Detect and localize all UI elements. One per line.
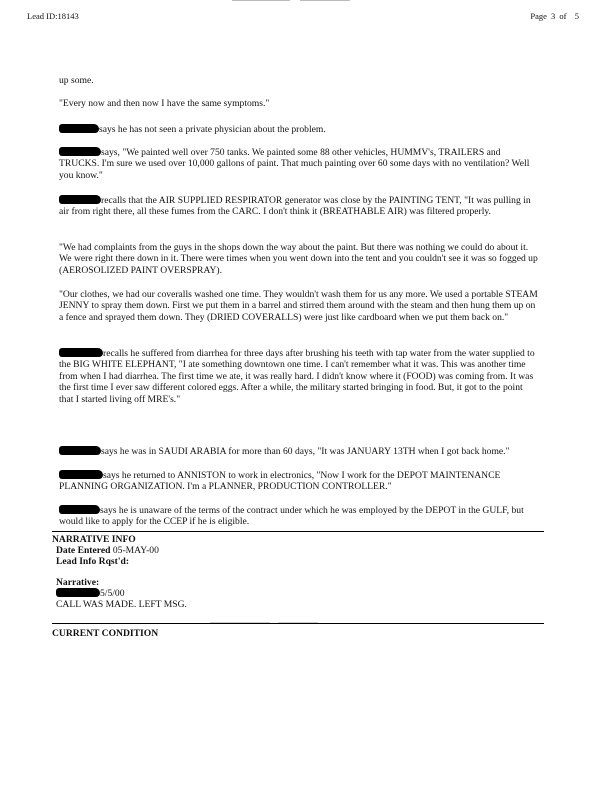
redaction-mark <box>59 124 99 133</box>
redaction-mark <box>59 348 103 357</box>
narrative-entry-header <box>56 588 544 599</box>
date-entered-field <box>56 545 544 556</box>
field-label: Narrative: <box>56 577 100 588</box>
redaction-mark <box>59 470 103 479</box>
paragraph: "Every now and then now I have the same symptoms." <box>59 98 270 109</box>
paragraph-text: says he was in SAUDI ARABIA for more than 60 days, "It was JANUARY 13TH when I got back home." <box>101 446 510 457</box>
redaction-mark <box>59 505 100 514</box>
page-total: 5 <box>574 11 579 21</box>
of-label: of <box>559 11 567 21</box>
paragraph <box>59 446 539 457</box>
page-number: 3 <box>551 11 556 21</box>
lead-info-field <box>56 556 544 567</box>
paragraph-text: says, "We painted well over 750 tanks. We painted some 88 other vehicles, HUMMV's, TRAILERS and TRUCKS. I'm sure we used over 10,000 gallons of paint. That much painting over 60 some days with no ventilation? Well you know." <box>59 147 530 181</box>
lead-id: Lead ID:18143 <box>27 11 79 21</box>
paragraph-text: recalls he suffered from diarrhea for three days after brushing his teeth with tap water from the water supplied to the BIG WHITE ELEPHANT, "I ate something downtown one time. I can't remember what it was. This was another time from when I had diarrhea. The first time we ate, it was really hard. I didn't know where it (FOOD) was coming from. It was the first time I ever saw different colored eggs. After a while, the military started bringing in food. But, it got to the point that I started living off MRE's." <box>59 348 535 405</box>
redaction-mark <box>59 195 101 204</box>
narrative-field <box>56 577 544 588</box>
paragraph: up some. <box>59 75 94 86</box>
paragraph-text: says he has not seen a private physician about the problem. <box>99 124 326 135</box>
scan-artifact-rule <box>300 0 350 1</box>
narrative-entry-text: CALL WAS MADE. LEFT MSG. <box>56 599 187 610</box>
current-condition-section <box>52 623 544 639</box>
paragraph-text: says he is unaware of the terms of the contract under which he was employed by the DEPOT in the GULF, but would like to apply for the CCEP if he is eligible. <box>59 505 524 528</box>
paragraph: "Our clothes, we had our coveralls washed one time. They wouldn't wash them for us any more. We used a portable STEAM JENNY to spray them down. First we put them in a barrel and stirred them around with the steam and then hung them up on a fence and sprayed them down. They (DRIED COVERALLS) were just like cardboard when we put them back on." <box>59 289 538 323</box>
narrative-info-section <box>52 531 544 610</box>
section-title: CURRENT CONDITION <box>52 628 159 639</box>
paragraph-text: says he returned to ANNISTON to work in electronics, "Now I work for the DEPOT MAINTENANCE PLANNING ORGANIZATION. I'm a PLANNER, PRODUCTION CONTROLLER." <box>59 470 501 493</box>
section-title: NARRATIVE INFO <box>52 534 136 545</box>
redaction-mark <box>59 446 101 455</box>
page-label: Page <box>530 11 547 21</box>
page-indicator <box>530 11 579 21</box>
field-value: 05-MAY-00 <box>112 545 159 556</box>
paragraph: "We had complaints from the guys in the shops down the way about the paint. But there was nothing we could do about it. We were right there down in it. There were times when you went down into the tent and you couldn't see it was so fogged up (AEROSOLIZED PAINT OVERSPRAY). <box>59 242 538 276</box>
paragraph <box>59 195 539 218</box>
scan-artifact-rule <box>232 0 290 1</box>
paragraph <box>59 505 539 528</box>
paragraph-text: recalls that the AIR SUPPLIED RESPIRATOR generator was close by the PAINTING TENT, "It was pulling in air from right there, all these fumes from the CARC. I don't think it (BREATHABLE AIR) was filtered properly. <box>59 195 531 218</box>
narrative-entry-date: 5/5/00 <box>100 588 125 599</box>
field-label: Date Entered <box>56 545 111 556</box>
paragraph <box>59 124 539 135</box>
field-label: Lead Info Rqst'd: <box>56 556 130 567</box>
paragraph <box>59 147 539 181</box>
redaction-mark <box>56 588 100 597</box>
paragraph <box>59 348 539 405</box>
redaction-mark <box>59 147 101 156</box>
paragraph <box>59 470 539 493</box>
